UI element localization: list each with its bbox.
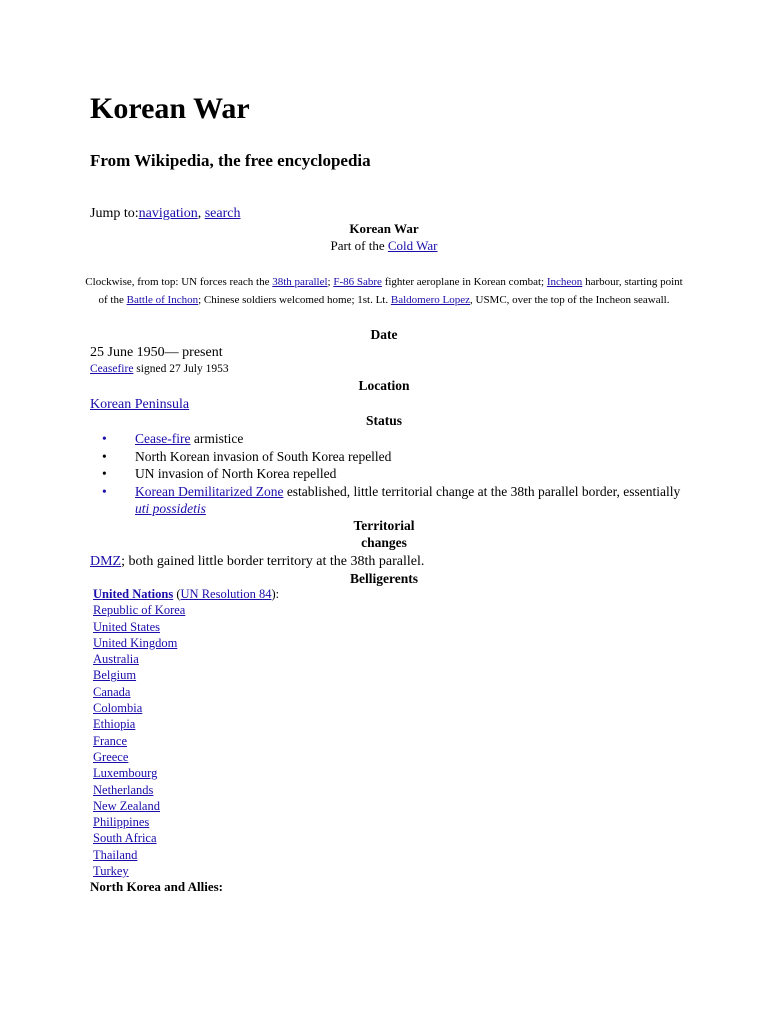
nation-link[interactable]: United Kingdom xyxy=(93,635,178,650)
status-header: Status xyxy=(365,413,402,428)
nation-item xyxy=(93,684,279,700)
status-item xyxy=(90,465,690,483)
nation-link[interactable]: Netherlands xyxy=(93,782,154,797)
nation-link[interactable]: France xyxy=(93,733,128,748)
bullet-icon: • xyxy=(102,448,107,464)
ceasefire-text: signed 27 July 1953 xyxy=(133,363,229,375)
territorial-label: Territorial xyxy=(353,518,415,533)
nation-item xyxy=(93,700,279,716)
caption-text: ; xyxy=(327,276,334,288)
location-header: Location xyxy=(358,378,410,393)
caption-text: ; Chinese soldiers welcomed home; 1st. Lt. xyxy=(198,293,391,306)
nation-item xyxy=(93,798,279,814)
incheon-link[interactable]: Incheon xyxy=(546,276,583,288)
nation-link[interactable]: Philippines xyxy=(93,815,150,830)
caption-text: fighter aeroplane in Korean combat; xyxy=(381,276,547,288)
jump-to-bar xyxy=(90,205,241,222)
ceasefire-line xyxy=(90,362,229,376)
paren-open: ( xyxy=(173,587,181,601)
infobox-part-of xyxy=(90,238,678,254)
nation-item xyxy=(93,863,279,879)
infobox-image-caption xyxy=(85,274,683,309)
uti-possidetis-link[interactable]: uti possidetis xyxy=(135,501,206,516)
nation-item xyxy=(93,716,279,732)
nation-link[interactable]: Ethiopia xyxy=(93,717,136,732)
nation-item xyxy=(93,830,279,846)
cease-fire-link[interactable]: Cease-fire xyxy=(135,431,191,446)
location-value xyxy=(90,396,189,413)
nation-link[interactable]: Canada xyxy=(93,684,131,699)
nation-link[interactable]: United States xyxy=(93,619,161,634)
nation-link[interactable]: Thailand xyxy=(93,847,138,862)
un-belligerents-list xyxy=(93,586,279,879)
nation-link[interactable]: Republic of Korea xyxy=(93,603,186,618)
status-text: armistice xyxy=(190,431,244,446)
38th-parallel-link[interactable]: 38th parallel xyxy=(272,276,328,288)
nation-item xyxy=(93,619,279,635)
status-item xyxy=(90,483,690,518)
nation-link[interactable]: Belgium xyxy=(93,668,137,683)
nation-item xyxy=(93,651,279,667)
nation-link[interactable]: Australia xyxy=(93,652,139,667)
caption-text: Clockwise, from top: UN forces reach the xyxy=(85,276,273,288)
status-item xyxy=(90,448,690,466)
nation-item xyxy=(93,814,279,830)
dmz-text: ; both gained little border territory at the 38th parallel. xyxy=(121,554,425,569)
territorial-value xyxy=(90,553,424,570)
belligerents-header: Belligerents xyxy=(350,571,418,586)
page-title: Korean War xyxy=(90,92,250,125)
nation-item xyxy=(93,765,279,781)
status-text: UN invasion of North Korea repelled xyxy=(135,466,337,481)
nation-link[interactable]: Luxembourg xyxy=(93,766,158,781)
nation-item xyxy=(93,602,279,618)
caption-text: , USMC, over the top of the Incheon seawall. xyxy=(470,293,670,306)
nation-item xyxy=(93,782,279,798)
jump-navigation-link[interactable]: navigation xyxy=(138,206,198,221)
status-text: established, little territorial change at the 38th parallel border, essentially xyxy=(283,483,681,499)
jump-separator: , xyxy=(197,206,205,221)
bullet-icon: • xyxy=(102,466,107,481)
f86-sabre-link[interactable]: F-86 Sabre xyxy=(333,276,382,288)
date-header: Date xyxy=(370,327,398,342)
page-subtitle: From Wikipedia, the free encyclopedia xyxy=(90,151,371,170)
changes-label: changes xyxy=(361,535,407,550)
infobox-title: Korean War xyxy=(349,221,419,236)
united-nations-link[interactable]: United Nations xyxy=(93,587,174,601)
part-of-prefix: Part of the xyxy=(330,238,388,253)
un-resolution-84-link[interactable]: UN Resolution 84 xyxy=(180,587,272,601)
nation-item xyxy=(93,847,279,863)
ceasefire-link[interactable]: Ceasefire xyxy=(90,363,134,375)
status-text: North Korean invasion of South Korea repelled xyxy=(135,448,392,464)
caption-text: harbour, starting point of the xyxy=(98,276,683,306)
nation-item xyxy=(93,733,279,749)
nation-item xyxy=(93,749,279,765)
territorial-changes-header xyxy=(90,517,678,551)
status-item xyxy=(90,430,690,448)
bullet-icon: • xyxy=(102,431,107,446)
cold-war-link[interactable]: Cold War xyxy=(387,238,438,253)
status-list xyxy=(90,430,690,518)
bullet-icon: • xyxy=(102,483,107,499)
jump-search-link[interactable]: search xyxy=(204,206,241,221)
jump-to-label: Jump to: xyxy=(90,206,139,221)
nation-link[interactable]: South Africa xyxy=(93,831,157,846)
dmz-full-link[interactable]: Korean Demilitarized Zone xyxy=(135,483,284,499)
nation-link[interactable]: New Zealand xyxy=(93,798,160,813)
korean-peninsula-link[interactable]: Korean Peninsula xyxy=(90,397,190,412)
baldomero-lopez-link[interactable]: Baldomero Lopez xyxy=(390,293,470,306)
nation-item xyxy=(93,667,279,683)
nation-link[interactable]: Turkey xyxy=(93,864,129,879)
paren-close: ): xyxy=(271,587,280,601)
date-value: 25 June 1950— present xyxy=(90,345,223,360)
north-korea-allies-label: North Korea and Allies: xyxy=(90,879,224,894)
nation-link[interactable]: Greece xyxy=(93,749,129,764)
un-line xyxy=(93,586,279,602)
nation-link[interactable]: Colombia xyxy=(93,701,143,716)
nation-item xyxy=(93,635,279,651)
battle-of-inchon-link[interactable]: Battle of Inchon xyxy=(126,293,199,306)
dmz-link[interactable]: DMZ xyxy=(90,554,122,569)
